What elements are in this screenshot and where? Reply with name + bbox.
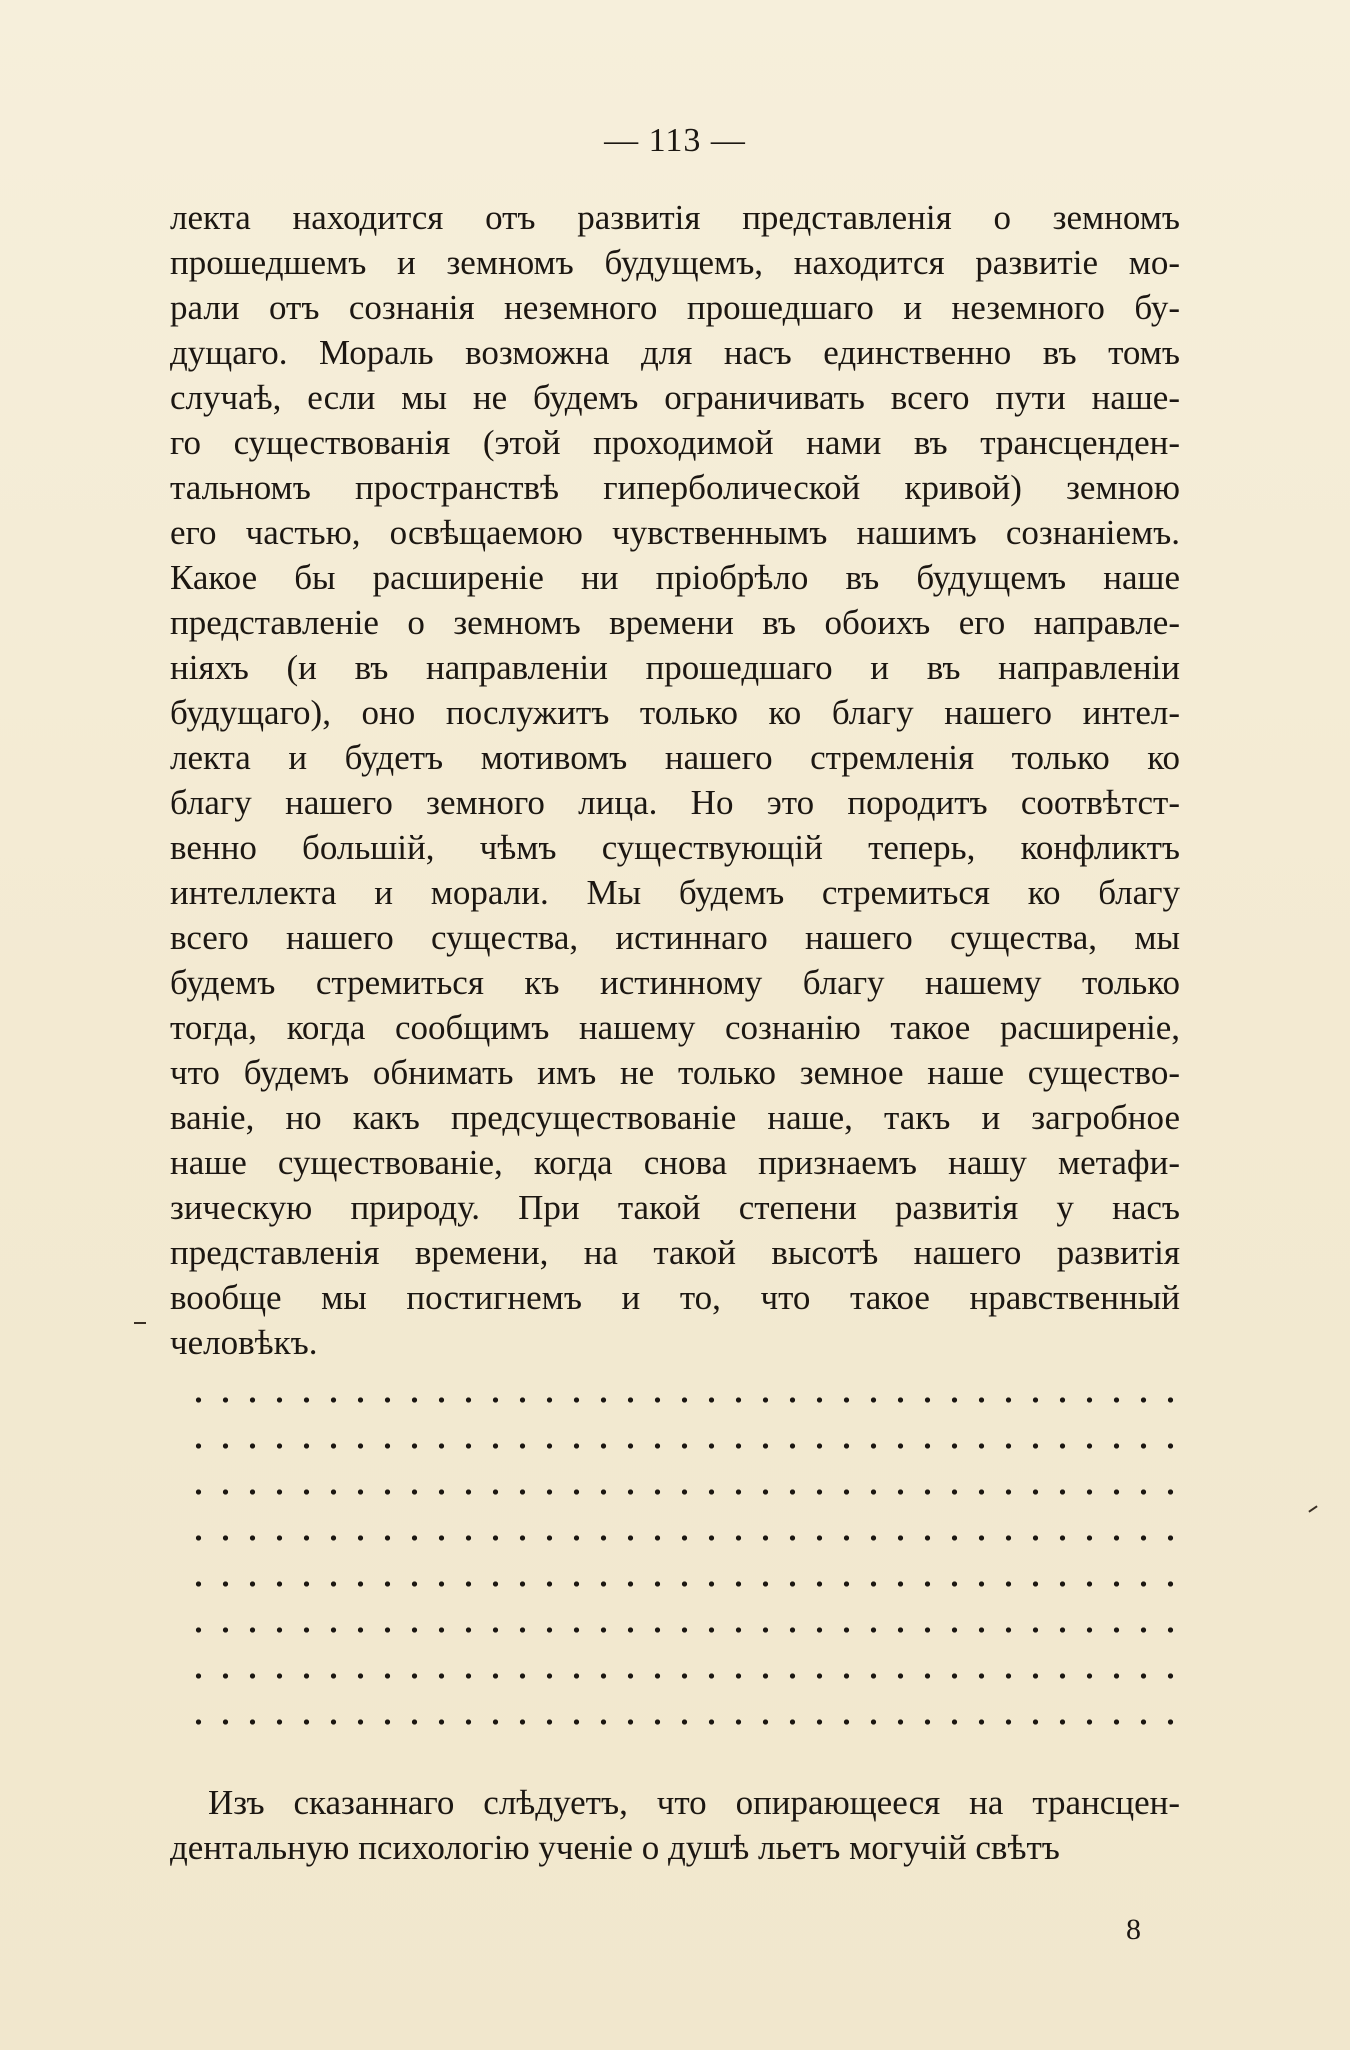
text-line: интеллекта и морали. Мы будемъ стремиться ко благу [170,873,1180,912]
print-speck [1308,1505,1317,1512]
dot-leader [185,1672,1185,1680]
text-line: представленія времени, на такой высотѣ нашего развитія [170,1233,1180,1272]
text-line: вообще мы постигнемъ и то, что такое нравственный [170,1278,1180,1317]
text-line: го существованія (этой проходимой нами въ трансценден- [170,423,1180,462]
text-line: будемъ стремиться къ истинному благу нашему только [170,963,1180,1002]
signature-mark: 8 [1126,1913,1141,1946]
text-line: ніяхъ (и въ направленіи прошедшаго и въ направленіи [170,648,1180,687]
dot-row [185,1426,1185,1472]
text-line: ваніе, но какъ предсуществованіе наше, такъ и загробное [170,1098,1180,1137]
text-line: случаѣ, если мы не будемъ ограничивать всего пути наше- [170,378,1180,417]
text-line: зическую природу. При такой степени развитія у насъ [170,1188,1180,1227]
dot-row [185,1472,1185,1518]
dot-leader [185,1626,1185,1634]
dot-row [185,1380,1185,1426]
text-line: его частью, освѣщаемою чувственнымъ нашимъ сознаніемъ. [170,513,1180,552]
dot-leader [185,1718,1185,1726]
text-line: лекта находится отъ развитія представленія о земномъ [170,198,1180,237]
text-line: человѣкъ. [170,1323,318,1362]
text-line: что будемъ обнимать имъ не только земное наше существо- [170,1053,1180,1092]
text-line: рали отъ сознанія неземного прошедшаго и неземного бу- [170,288,1180,327]
page-number: — 113 — [604,122,746,159]
text-line: прошедшемъ и земномъ будущемъ, находится развитіе мо- [170,243,1180,282]
text-line: будущаго), оно послужитъ только ко благу нашего интел- [170,693,1180,732]
print-speck [134,1322,146,1324]
text-line: представленіе о земномъ времени въ обоихъ его направле- [170,603,1180,642]
dot-leader [185,1396,1185,1404]
dot-row [185,1518,1185,1564]
main-paragraph [170,195,1180,1365]
text-line: тальномъ пространствѣ гиперболической кривой) земною [170,468,1180,507]
text-line: лекта и будетъ мотивомъ нашего стремленія только ко [170,738,1180,777]
text-line: Изъ сказаннаго слѣдуетъ, что опирающееся на трансцен- [208,1783,1180,1822]
dot-leader [185,1534,1185,1542]
dot-leader [185,1580,1185,1588]
dot-row [185,1564,1185,1610]
dot-row [185,1656,1185,1702]
text-line: венно большій, чѣмъ существующій теперь, конфликтъ [170,828,1180,867]
dot-row [185,1610,1185,1656]
dot-row [185,1702,1185,1748]
omission-dots [185,1380,1185,1748]
text-line: дентальную психологію ученіе о душѣ льетъ могучій свѣтъ [170,1828,1060,1867]
closing-paragraph [170,1780,1180,1870]
text-line: дущаго. Мораль возможна для насъ единственно въ томъ [170,333,1180,372]
text-line: наше существованіе, когда снова признаемъ нашу метафи- [170,1143,1180,1182]
dot-leader [185,1488,1185,1496]
dot-leader [185,1442,1185,1450]
text-line: Какое бы расширеніе ни пріобрѣло въ будущемъ наше [170,558,1180,597]
text-line: благу нашего земного лица. Но это породитъ соотвѣтст- [170,783,1180,822]
text-line: всего нашего существа, истиннаго нашего существа, мы [170,918,1180,957]
text-line: тогда, когда сообщимъ нашему сознанію такое расширеніе, [170,1008,1180,1047]
